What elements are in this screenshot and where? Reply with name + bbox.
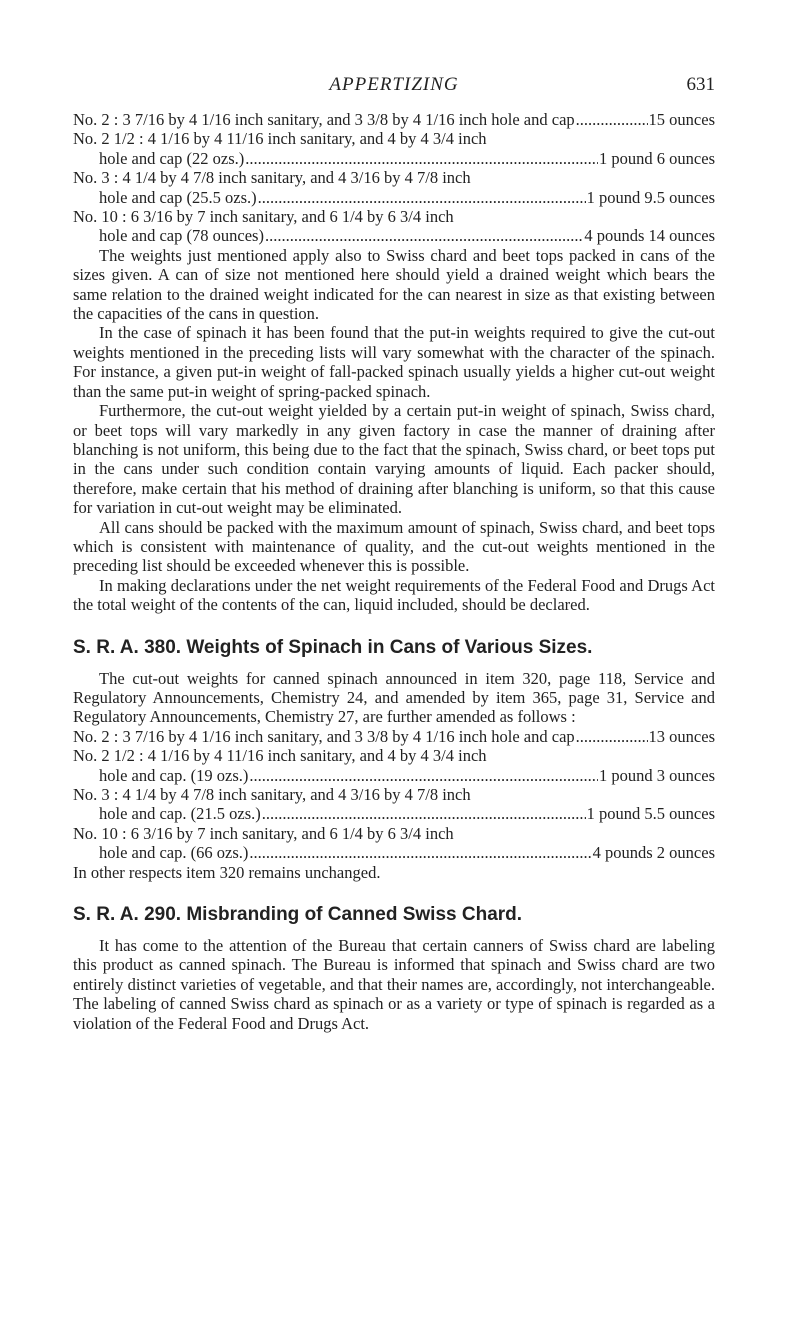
list-item-text: hole and cap. (66 ozs.) <box>99 843 249 863</box>
leader-dots <box>258 188 586 207</box>
paragraph: All cans should be packed with the maximum amount of spinach, Swiss chard, and beet tops which is consistent with maintenance of quality, and the cut-out weights mentioned in the preceding list should be exceeded whenever this is possible. <box>73 517 715 576</box>
list-item-value: 4 pounds 2 ounces <box>592 843 715 863</box>
list-item-value: 1 pound 9.5 ounces <box>586 187 715 207</box>
list-item-value: 1 pound 6 ounces <box>599 148 715 168</box>
list-item-text: No. 2 : 3 7/16 by 4 1/16 inch sanitary, and 3 3/8 by 4 1/16 inch hole and cap <box>73 726 575 746</box>
list-item-text: No. 2 1/2 : 4 1/16 by 4 11/16 inch sanitary, and 4 by 4 3/4 inch <box>73 129 487 149</box>
list-item <box>73 226 715 245</box>
list-item-text: hole and cap (22 ozs.) <box>99 148 245 168</box>
leader-dots <box>576 727 648 746</box>
section-heading: S. R. A. 290. Misbranding of Canned Swiss Chard. <box>73 904 523 926</box>
leader-dots <box>576 110 648 129</box>
leader-dots <box>249 766 598 785</box>
list-item-text: hole and cap (78 ounces) <box>99 226 264 246</box>
list-item-value: 4 pounds 14 ounces <box>584 226 715 246</box>
list-item-value: 13 ounces <box>648 726 715 746</box>
page-header <box>73 70 715 110</box>
closing-line: In other respects item 320 remains unchanged. <box>73 862 381 882</box>
list-item-text: No. 10 : 6 3/16 by 7 inch sanitary, and 6 1/4 by 6 3/4 inch <box>73 207 454 227</box>
paragraph: In the case of spinach it has been found that the put-in weights required to give the cut-out weights mentioned in the preceding lists will vary somewhat with the character of the spinach. For instance, a given put-in weight of fall-packed spinach usually yields a higher cut-out weight than the same put-in weight of spring-packed spinach. <box>73 323 715 401</box>
paragraph: Furthermore, the cut-out weight yielded by a certain put-in weight of spinach, Swiss chard, or beet tops will vary markedly in any given factory in case the manner of draining after blanching is not uniform, this being due to the fact that the spinach, Swiss chard, or beet tops put in the cans under such condition contain varying amounts of liquid. Each packer should, therefore, make certain that his method of draining after blanching is uniform, so that this cause for variation in cut-out weight may be eliminated. <box>73 401 715 518</box>
list-item <box>73 804 715 823</box>
paragraph: In making declarations under the net weight requirements of the Federal Food and Drugs Act the total weight of the contents of the can, liquid included, should be declared. <box>73 575 715 615</box>
list-item <box>73 188 715 207</box>
paragraph: It has come to the attention of the Bureau that certain canners of Swiss chard are labeling this product as canned spinach. The Bureau is informed that spinach and Swiss chard are two entirely distinct varieties of vegetable, and that their names are, accordingly, not interchangeable. The labeling of canned Swiss chard as spinach or as a variety or type of spinach is regarded as a violation of the Federal Food and Drugs Act. <box>73 936 715 1033</box>
weights-list-1 <box>73 110 715 246</box>
document-page <box>73 70 715 1033</box>
leader-dots <box>262 804 586 823</box>
paragraph: The cut-out weights for canned spinach announced in item 320, page 118, Service and Regulatory Announcements, Chemistry 24, and amended by item 365, page 31, Service and Regulatory Announcements, Chemistry 27, are further amended as follows : <box>73 668 715 727</box>
list-item-value: 1 pound 3 ounces <box>599 765 715 785</box>
list-item-value: 1 pound 5.5 ounces <box>586 804 715 824</box>
list-item <box>73 149 715 168</box>
list-item-value: 15 ounces <box>648 110 715 129</box>
page-number: 631 <box>686 74 715 95</box>
list-item-text: hole and cap. (21.5 ozs.) <box>99 804 261 824</box>
list-item-text: hole and cap (25.5 ozs.) <box>99 187 257 207</box>
list-item-text: No. 10 : 6 3/16 by 7 inch sanitary, and 6 1/4 by 6 3/4 inch <box>73 823 454 843</box>
list-item <box>73 843 715 862</box>
paragraph: The weights just mentioned apply also to Swiss chard and beet tops packed in cans of the sizes given. A can of size not mentioned here should yield a drained weight which bears the same relation to the drained weight indicated for the can nearest in size as that existing between the capacities of the cans in question. <box>73 245 715 324</box>
leader-dots <box>249 843 591 862</box>
leader-dots <box>265 226 583 245</box>
list-item-text: No. 3 : 4 1/4 by 4 7/8 inch sanitary, and 4 3/16 by 4 7/8 inch <box>73 785 471 804</box>
list-item <box>73 110 715 129</box>
list-item <box>73 766 715 785</box>
list-item-text: No. 2 1/2 : 4 1/16 by 4 11/16 inch sanitary, and 4 by 4 3/4 inch <box>73 746 487 766</box>
list-item <box>73 727 715 746</box>
list-item-text: No. 2 : 3 7/16 by 4 1/16 inch sanitary, and 3 3/8 by 4 1/16 inch hole and cap <box>73 110 575 129</box>
section-heading: S. R. A. 380. Weights of Spinach in Cans of Various Sizes. <box>73 636 593 658</box>
list-item-text: No. 3 : 4 1/4 by 4 7/8 inch sanitary, and 4 3/16 by 4 7/8 inch <box>73 168 471 188</box>
leader-dots <box>245 149 598 168</box>
weights-list-2 <box>73 727 715 863</box>
running-title: APPERTIZING <box>329 74 459 95</box>
list-item-text: hole and cap. (19 ozs.) <box>99 765 249 785</box>
